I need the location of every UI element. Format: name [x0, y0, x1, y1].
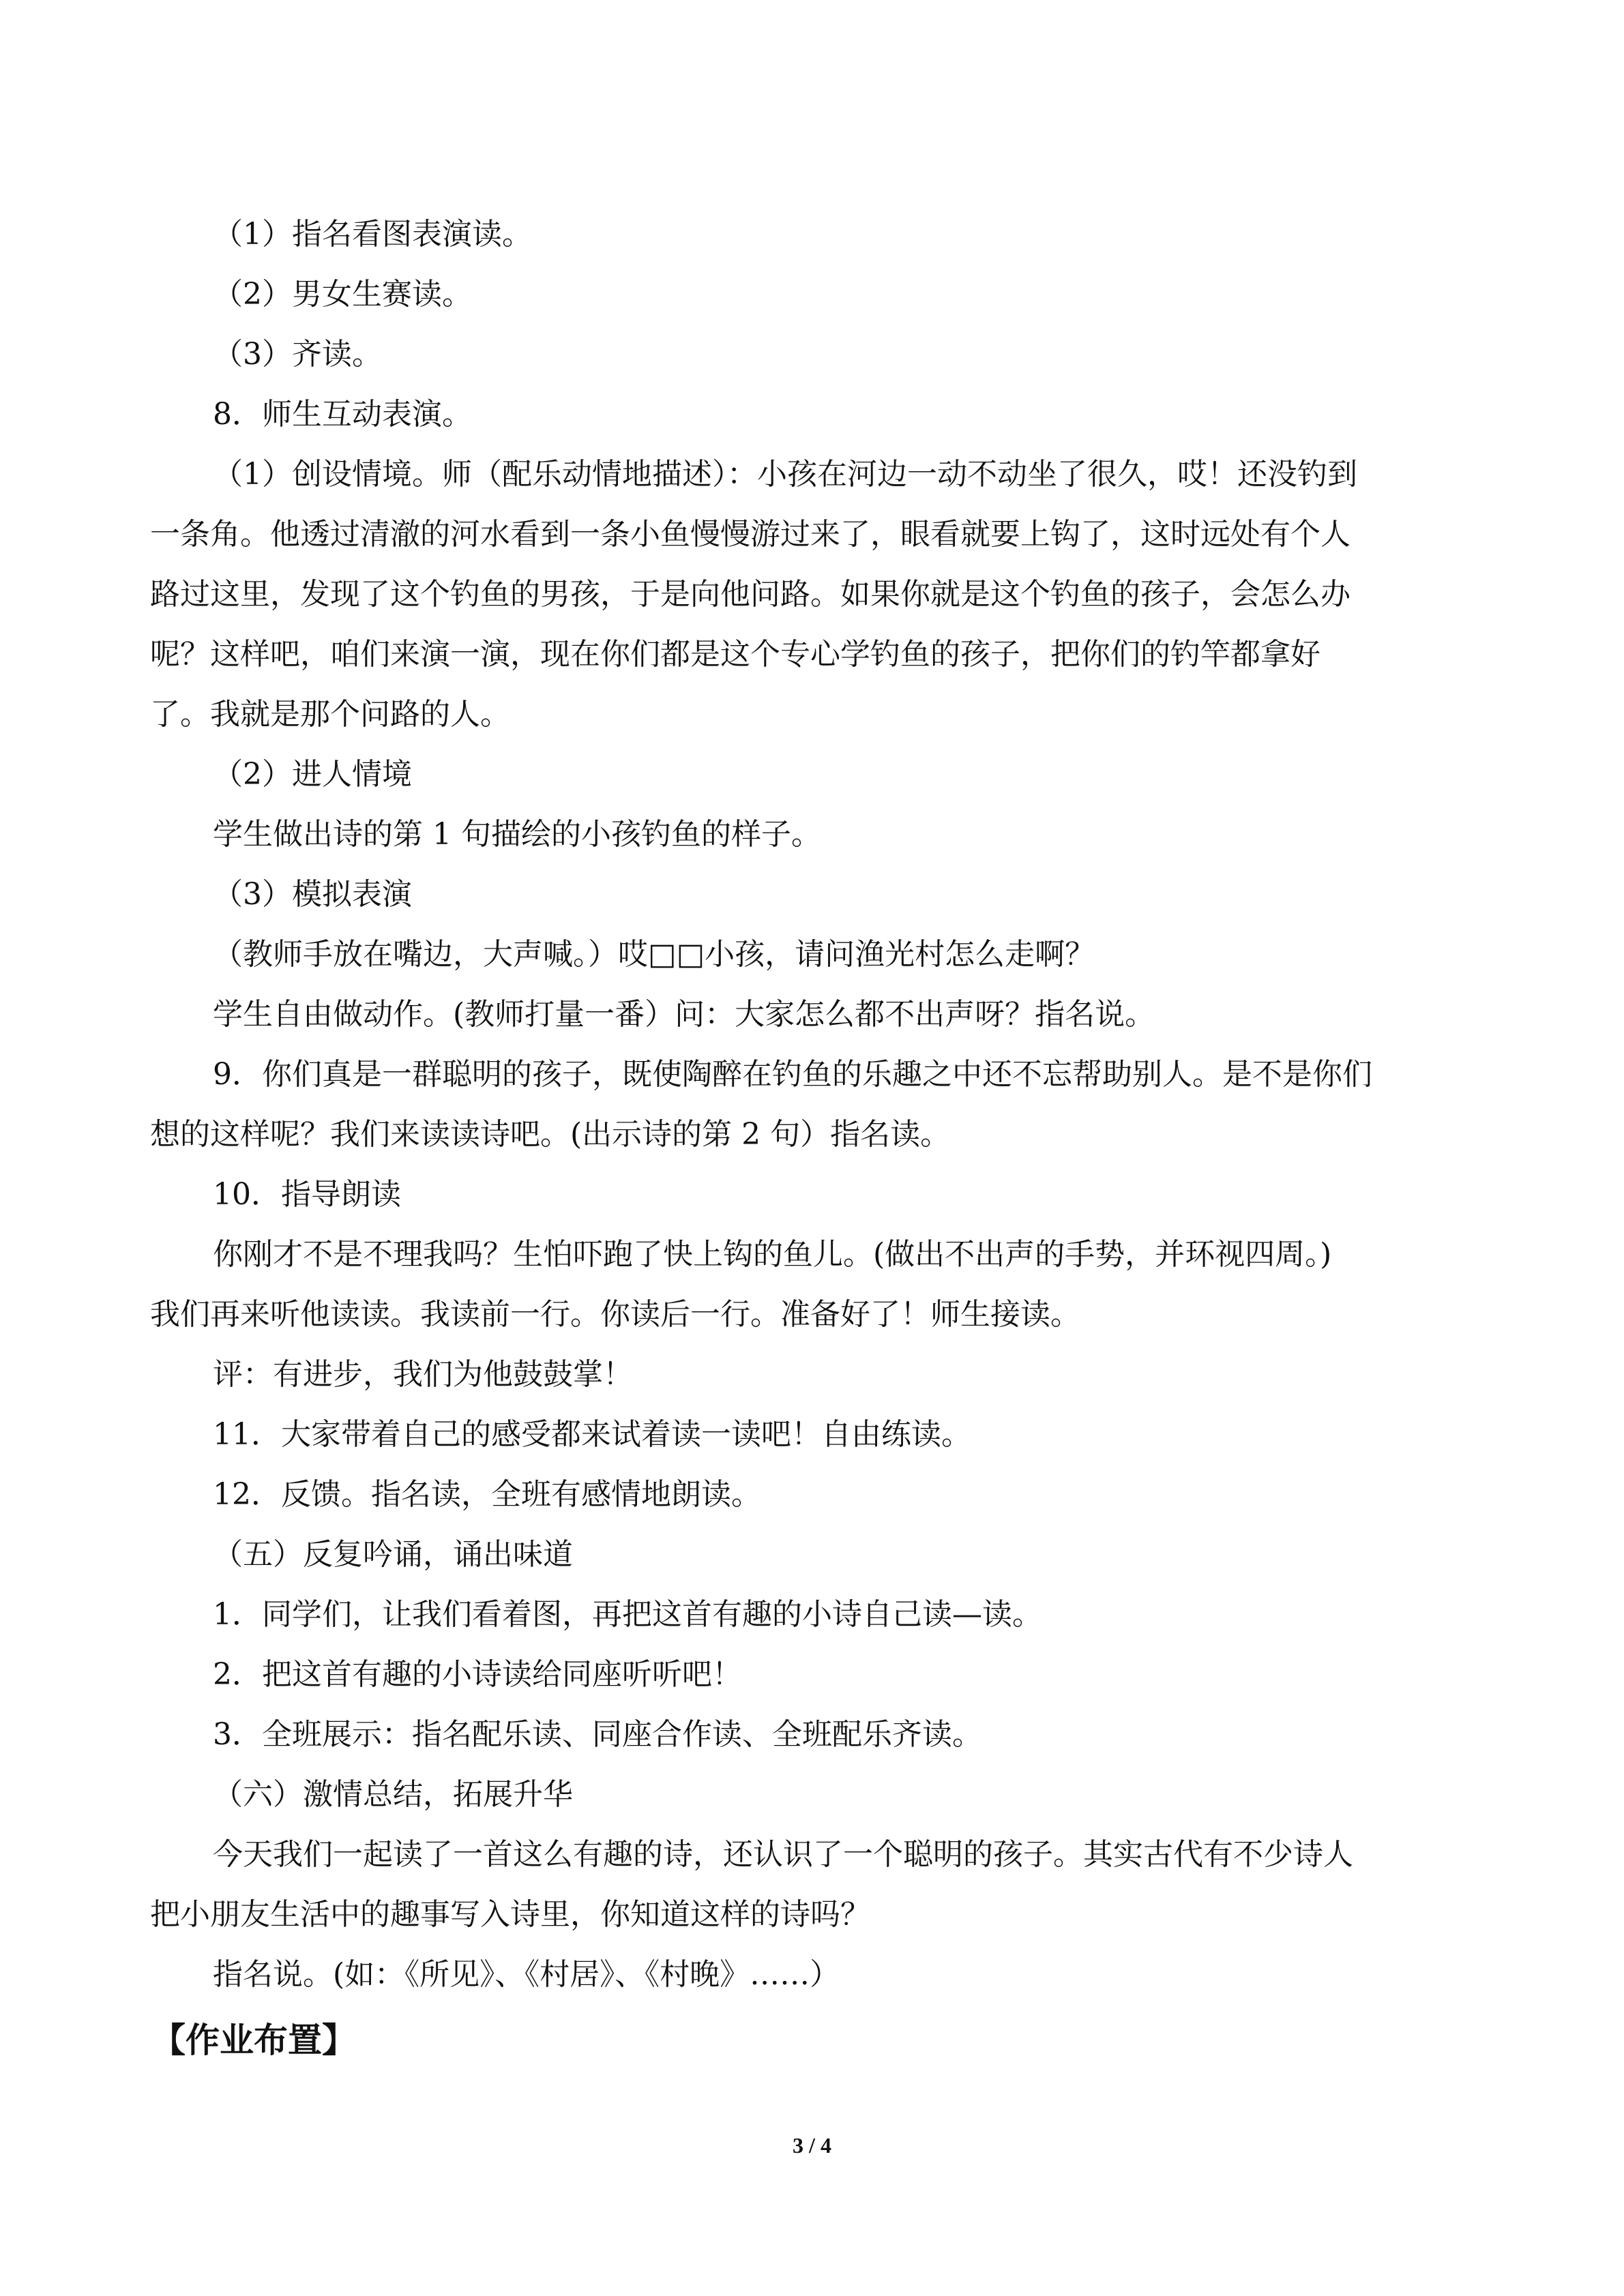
text-line: 12．反馈。指名读，全班有感情地朗读。 [213, 1477, 761, 1512]
text-line: 2．把这首有趣的小诗读给同座听听吧！ [213, 1657, 742, 1692]
text-line: （2）进人情境 [213, 757, 412, 792]
text-line: （六）激情总结，拓展升华 [213, 1777, 573, 1812]
text-line: 学生做出诗的第 1 句描绘的小孩钓鱼的样子。 [213, 817, 821, 852]
text-line: 今天我们一起读了一首这么有趣的诗，还认识了一个聪明的孩子。其实古代有不少诗人 [213, 1837, 1353, 1872]
text-line: 路过这里，发现了这个钓鱼的男孩，于是向他问路。如果你就是这个钓鱼的孩子，会怎么办 [150, 577, 1350, 612]
text-line: 呢？这样吧，咱们来演一演，现在你们都是这个专心学钓鱼的孩子，把你们的钓竿都拿好 [150, 637, 1320, 672]
text-line: 1．同学们，让我们看着图，再把这首有趣的小诗自己读—读。 [213, 1597, 1042, 1632]
page-number: 3 / 4 [793, 2133, 831, 2158]
text-line: 了。我就是那个问路的人。 [150, 697, 510, 732]
section-heading: 【作业布置】 [151, 2021, 356, 2060]
text-line: 8．师生互动表演。 [213, 397, 472, 432]
text-line: 一条角。他透过清澈的河水看到一条小鱼慢慢游过来了，眼看就要上钩了，这时远处有个人 [150, 517, 1350, 552]
text-line: 9．你们真是一群聪明的孩子，既使陶醉在钓鱼的乐趣之中还不忘帮助别人。是不是你们 [213, 1057, 1372, 1092]
text-line: 想的这样呢？我们来读读诗吧。(出示诗的第 2 句）指名读。 [150, 1117, 951, 1152]
text-line: 指名说。(如：《所见》、《村居》、《村晚》……） [213, 1957, 840, 1992]
text-line: （3）齐读。 [213, 337, 382, 372]
text-line: 我们再来听他读读。我读前一行。你读后一行。准备好了！师生接读。 [150, 1297, 1080, 1332]
text-line: 10．指导朗读 [213, 1177, 401, 1212]
text-line: （五）反复吟诵，诵出味道 [213, 1537, 573, 1572]
text-line: 3．全班展示：指名配乐读、同座合作读、全班配乐齐读。 [213, 1717, 982, 1752]
text-line: 11．大家带着自己的感受都来试着读一读吧！自由练读。 [213, 1417, 971, 1452]
text-line: （教师手放在嘴边，大声喊。）哎□□小孩，请问渔光村怎么走啊？ [213, 937, 1095, 972]
text-line: （2）男女生赛读。 [213, 277, 472, 312]
text-line: 把小朋友生活中的趣事写入诗里，你知道这样的诗吗？ [150, 1897, 870, 1932]
text-line: 评：有进步，我们为他鼓鼓掌！ [213, 1357, 633, 1392]
text-line: 你刚才不是不理我吗？生怕吓跑了快上钩的鱼儿。(做出不出声的手势，并环视四周。) [213, 1237, 1332, 1272]
text-line: （1）指名看图表演读。 [213, 217, 532, 252]
text-line: 学生自由做动作。(教师打量一番）问：大家怎么都不出声呀？指名说。 [213, 997, 1155, 1032]
text-line: （3）模拟表演 [213, 877, 412, 912]
text-line: （1）创设情境。师（配乐动情地描述）：小孩在河边一动不动坐了很久，哎！还没钓到 [213, 457, 1357, 492]
